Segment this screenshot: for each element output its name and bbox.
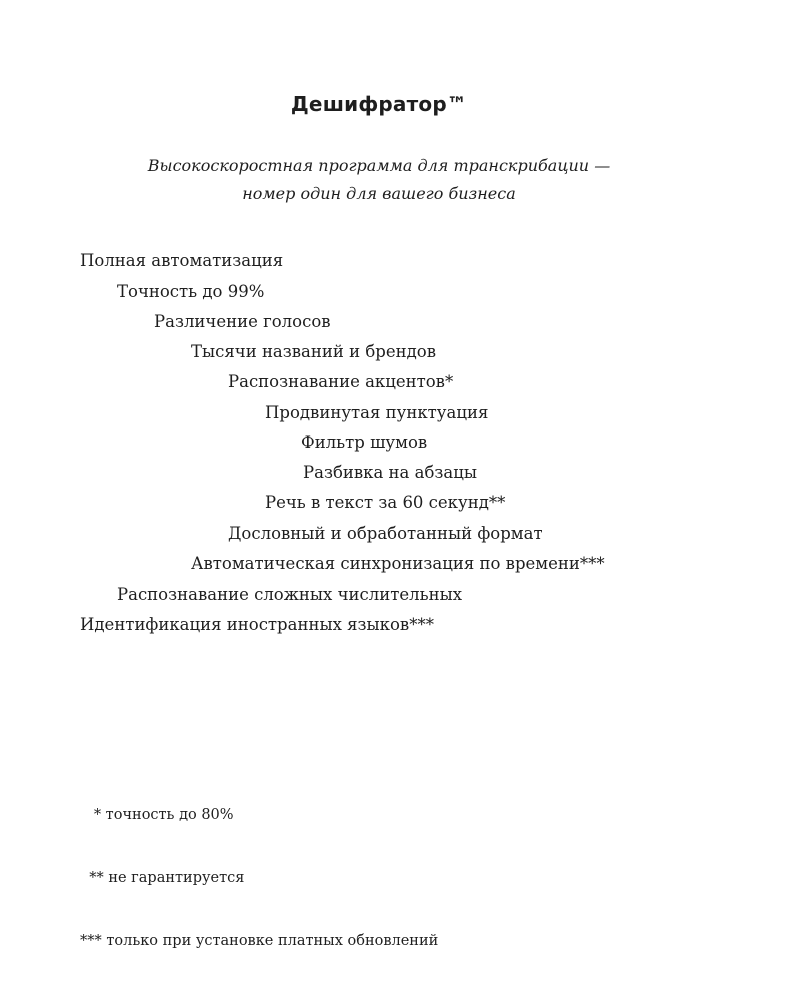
feature-item: Полная автоматизация: [80, 251, 284, 270]
feature-item: Дословный и обработанный формат: [228, 524, 543, 543]
subtitle-line: Высокоскоростная программа для транскрибации —: [147, 156, 611, 175]
feature-item: Речь в текст за 60 секунд**: [265, 493, 506, 512]
feature-item: Распознавание сложных числительных: [117, 585, 463, 604]
footnotes: [80, 763, 438, 994]
feature-item: Разбивка на абзацы: [303, 463, 477, 482]
feature-item: Распознавание акцентов*: [228, 372, 454, 391]
feature-item: Автоматическая синхронизация по времени***: [191, 554, 605, 573]
document-title: Дешифратор™: [290, 92, 468, 116]
feature-item: Различение голосов: [154, 312, 331, 331]
feature-item: Идентификация иностранных языков***: [80, 615, 434, 634]
footnote: * точность до 80%: [80, 807, 234, 823]
feature-item: Фильтр шумов: [301, 433, 428, 452]
feature-item: Точность до 99%: [117, 282, 265, 301]
feature-item: Тысячи названий и брендов: [191, 342, 437, 361]
document-subtitle: [0, 152, 758, 208]
footnote: *** только при установке платных обновлений: [80, 933, 439, 949]
subtitle-line: номер один для вашего бизнеса: [242, 184, 516, 203]
footnote: ** не гарантируется: [80, 870, 245, 886]
feature-item: Продвинутая пунктуация: [265, 403, 489, 422]
